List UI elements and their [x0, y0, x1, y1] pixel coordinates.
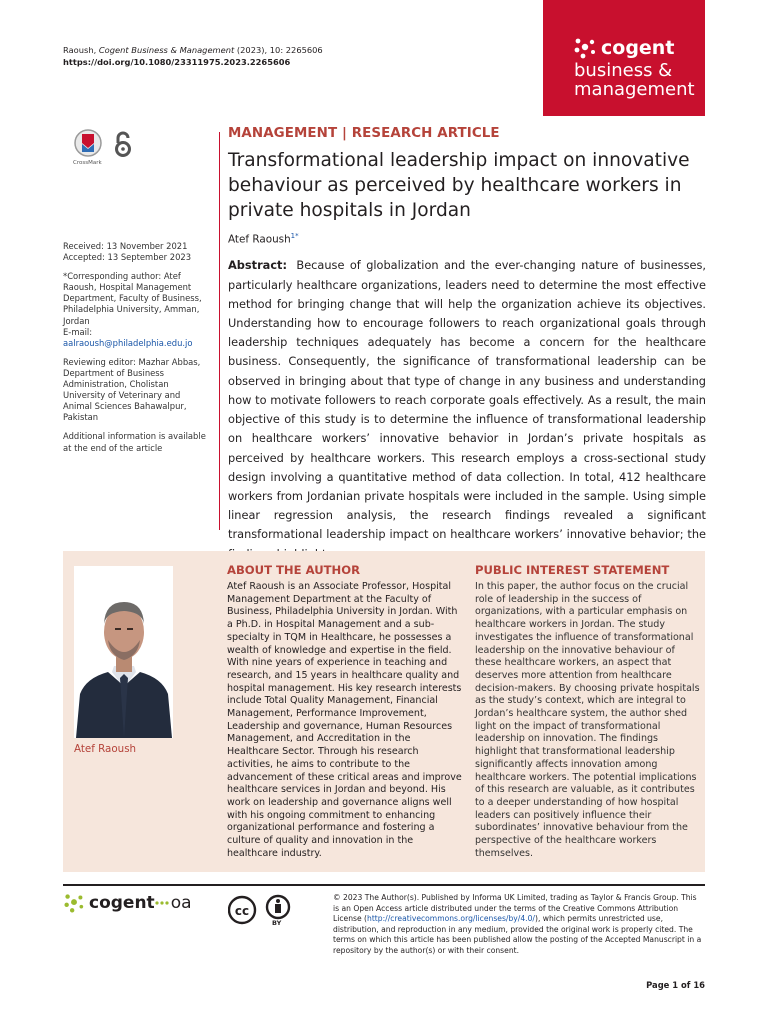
article-icons	[73, 128, 143, 168]
article-info-sidebar	[63, 241, 211, 462]
cogent-oa-suffix: oa	[170, 893, 192, 913]
dates	[63, 241, 211, 263]
citation-journal: Cogent Business & Management	[98, 45, 235, 55]
received-date: Received: 13 November 2021	[63, 241, 188, 251]
citation-volume: (2023), 10: 2265606	[236, 45, 323, 55]
citation-author: Raoush,	[63, 45, 97, 55]
dots-icon	[155, 899, 169, 907]
journal-brand-box	[543, 0, 705, 116]
email-link[interactable]: aalraoush@philadelphia.edu.jo	[63, 337, 193, 348]
author-name[interactable]: Atef Raoush	[228, 233, 291, 246]
cogent-mark-icon	[573, 37, 597, 59]
article-title: Transformational leadership impact on innovative behaviour as perceived by healthcare workers in private hospitals in Jordan	[228, 150, 690, 221]
brand-subtitle	[574, 61, 695, 99]
vertical-divider	[219, 132, 220, 530]
license-link[interactable]: http://creativecommons.org/licenses/by/4.0/	[367, 914, 535, 923]
accepted-date: Accepted: 13 September 2023	[63, 252, 192, 263]
corresponding-text: *Corresponding author: Atef Raoush, Hospital Management Department, Faculty of Business, Philadelphia University, Amman, Jordan	[63, 271, 202, 326]
abstract	[228, 256, 706, 563]
photo-caption: Atef Raoush	[74, 743, 137, 755]
open-access-icon	[113, 130, 133, 158]
svg-text:cc: cc	[234, 904, 250, 918]
about-author-heading: ABOUT THE AUTHOR	[227, 563, 361, 577]
about-author-text: Atef Raoush is an Associate Professor, Hospital Management Department at the Faculty of Business, Philadelphia University in Jordan. With a Ph.D. in Hospital Management and a sub-specialty in TQM in Healthcare, he possesses a wealth of knowledge and expertise in the field. With nine years of experience in teaching and research, and 15 years in healthcare quality and hospital management. His key research interests include Total Quality Management, Financial Management, Performance Improvement, Leadership and governance, Human Resources Management, and Accreditation in the Healthcare Sector. Through his research activities, he aims to contribute to the advancement of these critical areas and improve healthcare services in Jordan and beyond. His work on leadership and governance aligns well with his ongoing commitment to enhancing organizational performance and fostering a culture of quality and innovation in the healthcare industry.	[227, 581, 462, 859]
author-photo	[74, 566, 173, 738]
public-interest-text: In this paper, the author focus on the crucial role of leadership in the success of organizations, with a particular emphasis on healthcare workers in Jordan. The study investigates the influence of transformational leadership on the innovative behaviour of these healthcare workers, an aspect that deserves more attention from healthcare decision-makers. By choosing private hospitals as the study’s context, which are integral to Jordan’s healthcare system, the author shed light on the impact of transformational leadership on innovation. The findings highlight that transformational leadership significantly affects innovation among healthcare workers. The potential implications of this research are valuable, as it contributes to a deeper understanding of how hospital leaders can positively influence their subordinates’ innovative behaviour from the perspective of the healthcare workers themselves.	[475, 581, 700, 859]
brand-sub-line1: business &	[574, 60, 673, 81]
license-part2: ), which permits unrestricted use, distribution, and reproduction in any medium, provided the original work is properly cited. The terms on which this article has been published allow the posting of the Accepted Manuscript in a repository by the author(s) or with their consent.	[333, 914, 702, 955]
email-label: E-mail:	[63, 326, 93, 337]
doi-link[interactable]: https://doi.org/10.1080/23311975.2023.2265606	[63, 57, 291, 67]
page-number: Page 1 of 16	[646, 980, 705, 990]
article-main	[228, 126, 706, 564]
section-label: MANAGEMENT | RESEARCH ARTICLE	[228, 126, 500, 141]
author-portrait	[74, 566, 173, 738]
cogent-oa-name: cogent	[89, 893, 155, 913]
author-panel	[63, 551, 705, 872]
cogent-oa-mark-icon	[63, 892, 85, 914]
license-text	[333, 893, 705, 956]
citation-line	[63, 44, 323, 56]
corresponding-author	[63, 271, 211, 349]
brand-sub-line2: management	[574, 79, 695, 100]
author-affiliation-mark[interactable]: 1*	[290, 232, 299, 240]
cc-by-badge[interactable]	[228, 894, 294, 928]
cc-by-label: BY	[272, 919, 282, 927]
crossmark-label: CrossMark	[73, 160, 102, 166]
citation-block	[63, 44, 323, 68]
cogent-logo	[573, 37, 674, 59]
cogent-oa-logo	[63, 892, 192, 914]
license-part1: © 2023 The Author(s). Published by Informa UK Limited, trading as Taylor & Francis Group. This is an Open Access article distributed under the terms of the Creative Commons Attribution License (	[333, 893, 697, 923]
public-interest-heading: PUBLIC INTEREST STATEMENT	[475, 563, 670, 577]
author-line	[228, 232, 706, 245]
abstract-text: Because of globalization and the ever-changing nature of businesses, particularly healthcare organizations, leaders need to determine the most effective method for bringing change that will help the organization achieve its objectives. Understanding how to encourage followers to reach organizational goals through leadership techniques adequately has become a concern for the healthcare business. Consequently, the significance of transformational leadership can be observed in bringing about that type of change in any business and understanding how to motivate followers to reach corporate goals effectively. As a result, the main objective of this study is to determine the influence of transformational leadership on healthcare workers’ innovative behavior in Jordan’s private hospitals as perceived by healthcare workers. This research employs a cross-sectional study design involving a quantitative method of data collection. In total, 412 healthcare workers from Jordanian private hospitals were included in the sample. Using simple linear regression analysis, the research findings revealed a significant transformational leadership impact on healthcare workers’ innovative behavior; the	[228, 258, 706, 542]
brand-name: cogent	[601, 37, 675, 59]
footer-rule	[63, 884, 705, 886]
additional-info: Additional information is available at the end of the article	[63, 431, 206, 453]
abstract-label: Abstract:	[228, 258, 288, 273]
creative-commons-icon	[228, 894, 294, 928]
reviewing-editor: Reviewing editor: Mazhar Abbas, Department of Business Administration, Cholistan University of Veterinary and Animal Sciences Bahawalpur, Pakistan	[63, 356, 201, 423]
